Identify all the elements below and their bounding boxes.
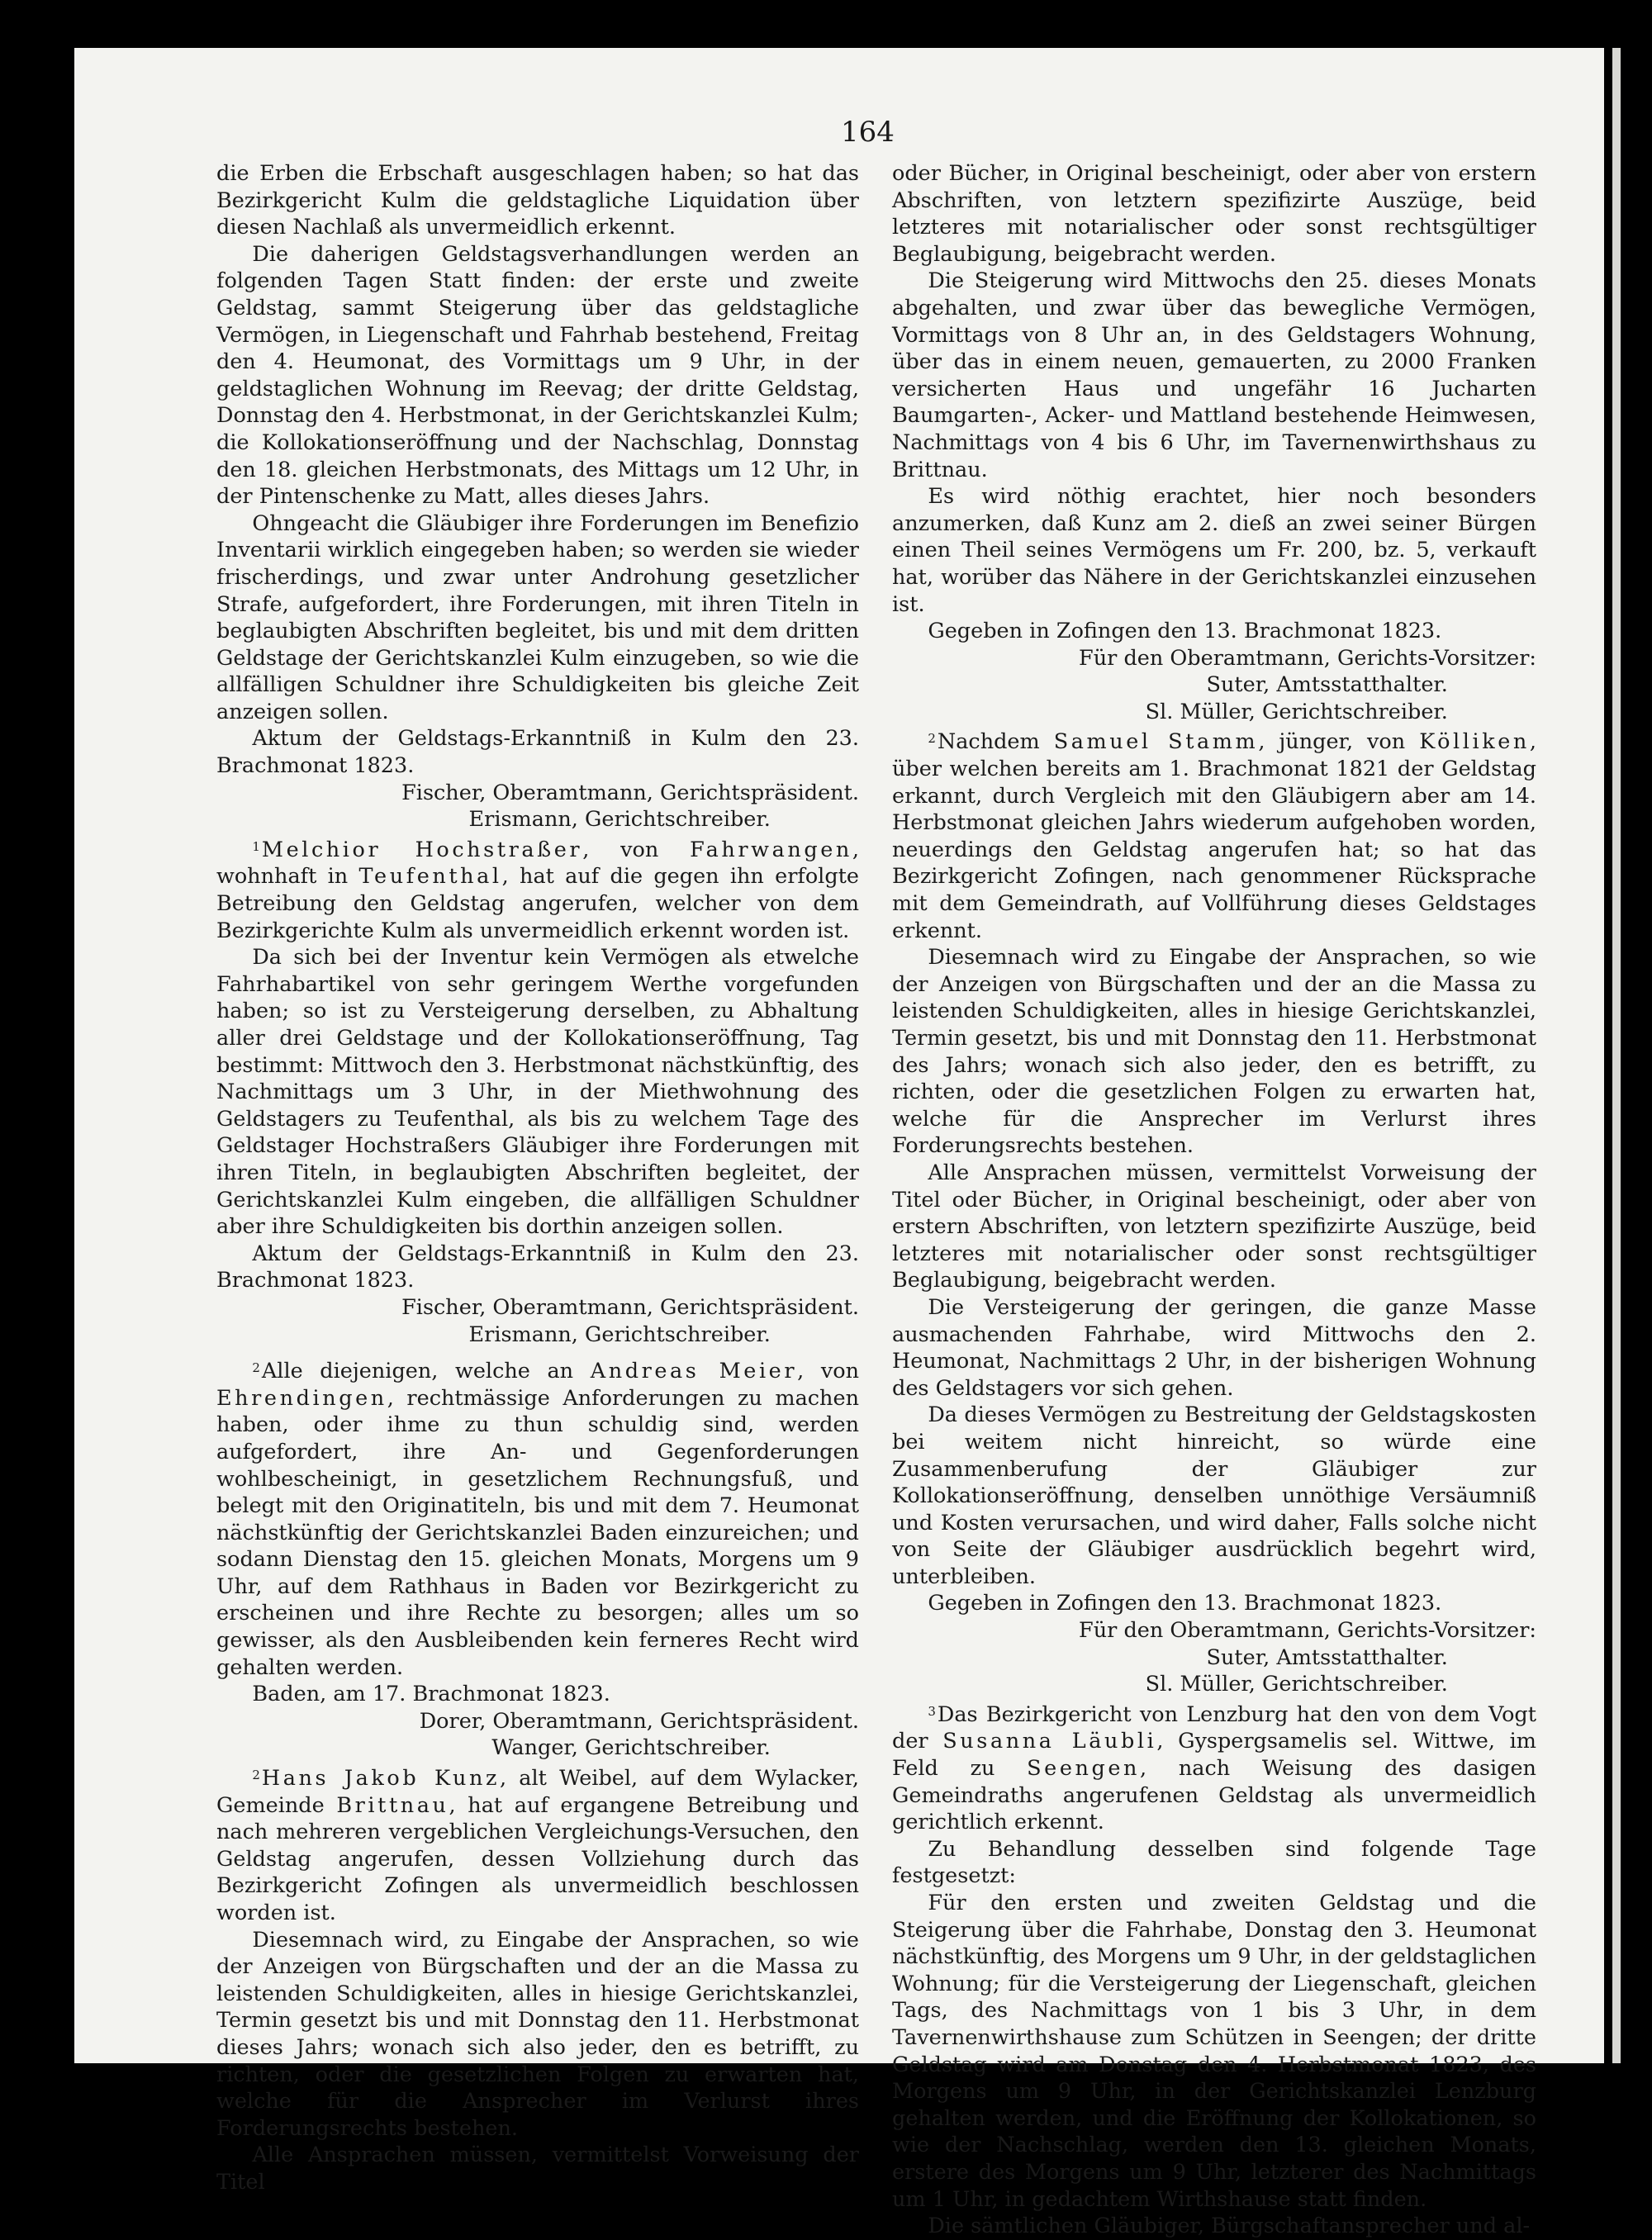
dateline: Aktum der Geldstags-Erkanntniß in Kulm den 23. Brachmonat 1823. xyxy=(216,1241,859,1293)
right-column xyxy=(892,160,1536,2240)
signature-line: Erismann, Gerichtschreiber. xyxy=(468,1322,771,1347)
notice-paragraph: $^1$Melchior Hochstraßer, von Fahrwangen, wohnhaft in Teufenthal, hat auf die gegen ihn erfolgte Betreibung den Geldstag angerufen, welcher von dem Bezirkgerichte Kulm als unvermeidlich erkennt worden ist. xyxy=(216,837,859,943)
paragraph: Zu Behandlung desselben sind folgende Tage festgesetzt: xyxy=(892,1836,1536,1889)
paragraph: Diesemnach wird, zu Eingabe der Ansprachen, so wie der Anzeigen von Bürgschaften und der an die Massa zu leistenden Schuldigkeiten, alles in hiesige Gerichtskanzlei, Termin gesetzt bis und mit Donnstag den 11. Herbstmonat dieses Jahrs; wonach sich also jeder, den es betrifft, zu richten, oder die gesetzlichen Folgen zu erwarten hat, welche für die Ansprecher im Verlurst ihres Forderungsrechts bestehen. xyxy=(216,1927,859,2141)
notice-paragraph: $^3$Das Bezirkgericht von Lenzburg hat den von dem Vogt der Susanna Läubli, Gyspergsamelis sel. Wittwe, im Feld zu Seengen, nach Weisung des dasigen Gemeindraths angerufenen Geldstag als unvermeidlich gerichtlich erkennt. xyxy=(892,1701,1536,1835)
dateline: Gegeben in Zofingen den 13. Brachmonat 1823. xyxy=(928,1591,1442,1616)
place-name: Fahrwangen xyxy=(690,837,852,862)
person-name: Melchior Hochstraßer xyxy=(261,837,583,862)
facing-page-edge xyxy=(1612,48,1621,2063)
signature-line: Suter, Amtsstatthalter. xyxy=(1206,672,1448,698)
place-name: Ehrendingen xyxy=(216,1385,387,1411)
footnote-marker: 2 xyxy=(928,731,936,747)
footnote-marker: 1 xyxy=(252,838,260,854)
footnote-marker: 3 xyxy=(928,1703,936,1719)
paragraph: Alle Ansprachen müssen, vermittelst Vorweisung der Titel oder Bücher, in Original bescheinigt, oder aber von erstern Abschriften, von letztern spezifizirte Auszüge, beid letzteres mit notarialischer oder sonst rechtsgültiger Beglaubigung, beigebracht werden. xyxy=(892,1160,1536,1293)
paragraph: Die Versteigerung der geringen, die ganze Masse ausmachenden Fahrhabe, wird Mittwochs den 2. Heumonat, Nachmittags 2 Uhr, in der bisherigen Wohnung des Geldstagers vor sich gehen. xyxy=(892,1294,1536,1401)
footnote-marker: 2 xyxy=(252,1768,260,1783)
signature-line: Für den Oberamtmann, Gerichts-Vorsitzer: xyxy=(1079,645,1536,671)
paragraph: die Erben die Erbschaft ausgeschlagen haben; so hat das Bezirkgericht Kulm die geldstagliche Liquidation über diesen Nachlaß als unvermeidlich erkennt. xyxy=(216,161,859,240)
person-name: Hans Jakob Kunz xyxy=(261,1766,501,1792)
dateline: Gegeben in Zofingen den 13. Brachmonat 1823. xyxy=(928,619,1442,644)
notice-paragraph: $^2$Hans Jakob Kunz, alt Weibel, auf dem Wylacker, Gemeinde Brittnau, hat auf ergangene Betreibung und nach mehreren vergeblichen Vergleichungs-Versuchen, den Geldstag angerufen, dessen Vollziehung durch das Bezirkgericht Zofingen als unvermeidlich beschlossen worden ist. xyxy=(216,1766,859,1925)
paragraph: oder Bücher, in Original bescheinigt, oder aber von erstern Abschriften, von letztern spezifizirte Auszüge, beid letzteres mit notarialischer oder sonst rechtsgültiger Beglaubigung, beigebracht werden. xyxy=(892,161,1536,267)
paragraph: Da sich bei der Inventur kein Vermögen als etwelche Fahrhabartikel von sehr geringem Werthe vorgefunden haben; so ist zu Versteigerung derselben, zu Abhaltung aller drei Geldstage und der Kollokationseröffnung, Tag bestimmt: Mittwoch den 3. Herbstmonat nächstkünftig, des Nachmittags um 3 Uhr, in der Miethwohnung des Geldstagers zu Teufenthal, als bis zu welchem Tage des Geldstager Hochstraßers Gläubiger ihre Forderungen mit ihren Titeln, in beglaubigten Abschriften begleitet, der Gerichtskanzlei Kulm eingeben, die allfälligen Schuldner aber ihre Schuldigkeiten bis dorthin anzeigen sollen. xyxy=(216,945,859,1240)
footnote-marker: 2 xyxy=(252,1360,260,1376)
signature-line: Für den Oberamtmann, Gerichts-Vorsitzer: xyxy=(1079,1618,1536,1644)
paragraph: Diesemnach wird zu Eingabe der Ansprachen, so wie der Anzeigen von Bürgschaften und der an die Massa zu leistenden Schuldigkeiten, alles in hiesige Gerichtskanzlei, Termin gesetzt, bis und mit Donnstag den 11. Herbstmonat des Jahrs; wonach sich also jeder, den es betrifft, zu richten, oder die gesetzlichen Folgen zu erwarten hat, welche für die Ansprecher im Verlurst ihres Forderungsrechts bestehen. xyxy=(892,945,1536,1159)
dateline: Aktum der Geldstags-Erkanntniß in Kulm den 23. Brachmonat 1823. xyxy=(216,726,859,779)
page-number: 164 xyxy=(841,116,895,149)
person-name: Susanna Läubli xyxy=(942,1729,1157,1754)
place-name: Brittnau xyxy=(336,1792,449,1818)
person-name: Andreas Meier xyxy=(590,1359,798,1384)
signature-line: Sl. Müller, Gerichtschreiber. xyxy=(1145,699,1448,724)
signature-line: Fischer, Oberamtmann, Gerichtspräsident. xyxy=(401,780,859,805)
signature-line: Wanger, Gerichtschreiber. xyxy=(491,1735,771,1761)
place-name: Kölliken xyxy=(1419,729,1530,755)
person-name: Samuel Stamm xyxy=(1053,729,1259,755)
dateline: Baden, am 17. Brachmonat 1823. xyxy=(252,1682,610,1707)
signature-line: Suter, Amtsstatthalter. xyxy=(1206,1644,1448,1670)
paragraph: Es wird nöthig erachtet, hier noch besonders anzumerken, daß Kunz am 2. dieß an zwei seiner Bürgen einen Theil seines Vermögens um Fr. 200, bz. 5, verkauft hat, worüber das Nähere in der Gerichtskanzlei einzusehen ist. xyxy=(892,484,1536,617)
place-name: Teufenthal xyxy=(358,864,502,890)
paragraph: Alle Ansprachen müssen, vermittelst Vorweisung der Titel xyxy=(216,2143,859,2195)
signature-line: Dorer, Oberamtmann, Gerichtspräsident. xyxy=(419,1708,859,1734)
notice-paragraph: $^2$Alle diejenigen, welche an Andreas Meier, von Ehrendingen, rechtmässige Anforderungen zu machen haben, oder ihme zu thun schuldig sind, werden aufgefordert, ihre An- und Gegenforderungen wohlbescheinigt, in gesetzlichem Rechnungsfuß, und belegt mit den Originatiteln, bis und mit dem 7. Heumonat nächstkünftig der Gerichtskanzlei Baden einzureichen; und sodann Dienstag den 15. gleichen Monats, Morgens um 9 Uhr, auf dem Rathhaus in Baden vor Bezirkgericht zu erscheinen und ihre Rechte zu besorgen; alles um so gewisser, als den Ausbleibenden kein ferneres Recht wird gehalten werden. xyxy=(216,1359,859,1680)
paragraph: Die daherigen Geldstagsverhandlungen werden an folgenden Tagen Statt finden: der erste und zweite Geldstag, sammt Steigerung über das geldstagliche Vermögen, in Liegenschaft und Fahrhab bestehend, Freitag den 4. Heumonat, des Vormittags um 9 Uhr, in der geldstaglichen Wohnung im Reevag; der dritte Geldstag, Donnstag den 4. Herbstmonat, in der Gerichtskanzlei Kulm; die Kollokationseröffnung und der Nachschlag, Donnstag den 18. gleichen Herbstmonats, des Mittags um 12 Uhr, in der Pintenschenke zu Matt, alles dieses Jahrs. xyxy=(216,241,859,510)
place-name: Seengen xyxy=(1027,1756,1141,1782)
paragraph: Die sämtlichen Gläubiger, Bürgschaftansprecher und al- xyxy=(928,2214,1531,2239)
signature-line: Erismann, Gerichtschreiber. xyxy=(468,807,771,833)
paragraph: Für den ersten und zweiten Geldstag und die Steigerung über die Fahrhabe, Donstag den 3. Heumonat nächstkünftig, des Morgens um 9 Uhr, in der geldstaglichen Wohnung; für die Versteigerung der Liegenschaft, gleichen Tags, des Nachmittags von 1 bis 3 Uhr, in dem Tavernenwirthshause zum Schützen in Seengen; der dritte Geldstag wird am Donstag den 4. Herbstmonat 1823, des Morgens um 9 Uhr, in der Gerichtskanzlei Lenzburg gehalten werden, und die Eröffnung der Kollokationen, so wie der Nachschlag, werden den 13. gleichen Monats, erstere des Morgens um 9 Uhr, letzterer des Nachmittags um 1 Uhr, in gedachtem Wirthshause statt finden. xyxy=(892,1891,1536,2212)
paragraph: Die Steigerung wird Mittwochs den 25. dieses Monats abgehalten, und zwar über das bewegliche Vermögen, Vormittags von 8 Uhr an, in des Geldstagers Wohnung, über das in einem neuen, gemauerten, zu 2000 Franken versicherten Haus und ungefähr 16 Jucharten Baumgarten-, Acker- und Mattland bestehende Heimwesen, Nachmittags von 4 bis 6 Uhr, im Tavernenwirthshaus zu Brittnau. xyxy=(892,268,1536,482)
signature-line: Fischer, Oberamtmann, Gerichtspräsident. xyxy=(401,1294,859,1320)
left-column xyxy=(216,160,859,2196)
paragraph: Ohngeacht die Gläubiger ihre Forderungen im Benefizio Inventarii wirklich eingegeben haben; so werden sie wieder frischerdings, und zwar unter Androhung gesetzlicher Strafe, aufgefordert, ihre Forderungen, mit ihren Titeln in beglaubigten Abschriften begleitet, bis und mit dem dritten Geldstage der Gerichtskanzlei Kulm einzugeben, so wie die allfälligen Schuldner ihre Schuldigkeiten bis gleiche Zeit anzeigen sollen. xyxy=(216,510,859,724)
notice-paragraph: $^2$Nachdem Samuel Stamm, jünger, von Kölliken, über welchen bereits am 1. Brachmonat 1821 der Geldstag erkannt, durch Vergleich mit den Gläubigern aber am 14. Herbstmonat gleichen Jahrs wiederum aufgehoben worden, neuerdings den Geldstag angerufen hat; so hat das Bezirkgericht Zofingen, nach genommener Rücksprache mit dem Gemeindrath, auf Vollführung dieses Geldstages erkennt. xyxy=(892,729,1537,943)
signature-line: Sl. Müller, Gerichtschreiber. xyxy=(1145,1672,1448,1697)
paragraph: Da dieses Vermögen zu Bestreitung der Geldstagskosten bei weitem nicht hinreicht, so würde eine Zusammenberufung der Gläubiger zur Kollokationseröffnung, denselben unnöthige Versäumniß und Kosten verursachen, und wird daher, Falls solche nicht von Seite der Gläubiger ausdrücklich begehrt wird, unterbleiben. xyxy=(892,1402,1536,1589)
